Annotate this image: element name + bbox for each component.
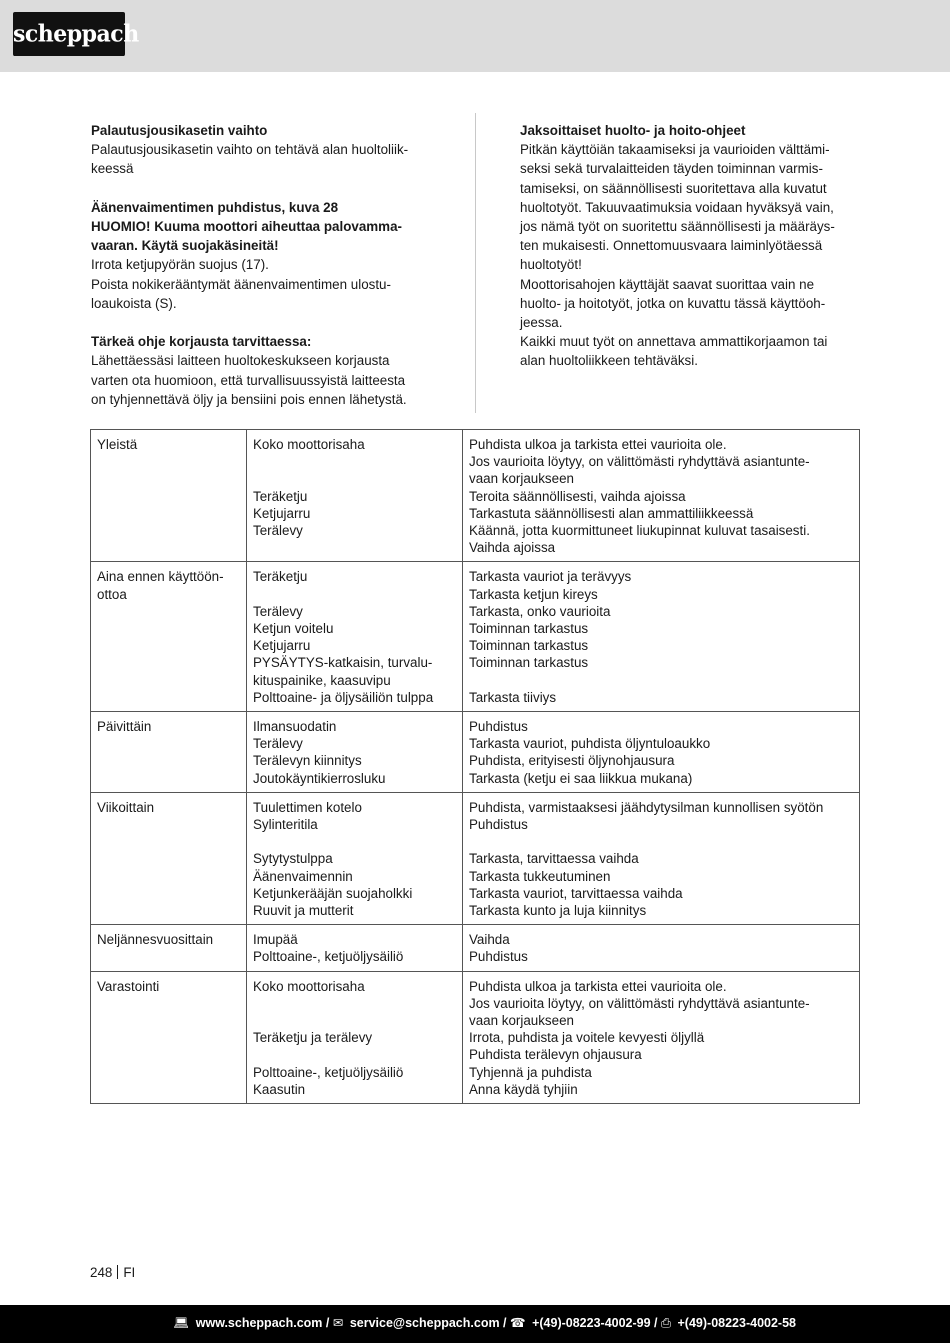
cell-line: Sylinteritila bbox=[253, 817, 318, 833]
cell-line: Ketjunkerääjän suojaholkki bbox=[253, 885, 413, 901]
period-cell bbox=[91, 925, 247, 971]
cell-line: Polttoaine-, ketjuöljysäiliö bbox=[253, 1064, 404, 1080]
cell-line: Toiminnan tarkastus bbox=[469, 638, 589, 654]
item-cell bbox=[247, 430, 463, 562]
footer-bar bbox=[0, 1305, 950, 1343]
cell-line: Tarkasta vauriot ja terävyys bbox=[469, 569, 632, 585]
cell-line: Irrota, puhdista ja voitele kevyesti öljyllä bbox=[469, 1030, 705, 1046]
cell-line: ottoa bbox=[97, 586, 127, 602]
language-code: FI bbox=[123, 1265, 136, 1280]
footer-fax: +(49)-08223-4002-58 bbox=[677, 1316, 796, 1330]
section-body-line: keessä bbox=[91, 161, 134, 177]
action-cell bbox=[463, 562, 860, 712]
cell-line: Ketjujarru bbox=[253, 505, 311, 521]
phone-icon: ☎ bbox=[510, 1316, 526, 1330]
cell-line: Viikoittain bbox=[97, 799, 155, 815]
section-body-line: huoltotyöt! bbox=[520, 257, 582, 273]
cell-line: Tarkasta, tarvittaessa vaihda bbox=[469, 851, 639, 867]
section-body-line: seksi sekä turvalaitteiden täyden toiminnan varmis- bbox=[520, 161, 823, 177]
cell-line: Toiminnan tarkastus bbox=[469, 621, 589, 637]
section-body-line: ten mukaisesti. Onnettomuusvaara laiminlyötäessä bbox=[520, 238, 823, 254]
table-row bbox=[91, 792, 860, 924]
section-title-muffler: Äänenvaimentimen puhdistus, kuva 28 bbox=[91, 199, 339, 215]
cell-line bbox=[253, 1012, 456, 1029]
cell-line: Päivittäin bbox=[97, 719, 152, 735]
item-cell bbox=[247, 562, 463, 712]
cell-line: Kaasutin bbox=[253, 1081, 306, 1097]
table-row bbox=[91, 562, 860, 712]
section-body-line: alan huoltoliikkeen tehtäväksi. bbox=[520, 353, 698, 369]
cell-line: Tarkasta ketjun kireys bbox=[469, 586, 598, 602]
fax-icon: ⎙ bbox=[661, 1316, 672, 1330]
column-divider bbox=[475, 113, 476, 413]
mail-icon: ✉ bbox=[332, 1316, 344, 1330]
section-body-line: huolto- ja hoitotyöt, jotka on kuvattu tässä käyttöoh- bbox=[520, 295, 826, 311]
cell-line: Jos vaurioita löytyy, on välittömästi ryhdyttävä asiantunte- bbox=[469, 995, 810, 1011]
section-body-line: Irrota ketjupyörän suojus (17). bbox=[91, 257, 269, 273]
cell-line: Neljännesvuosittain bbox=[97, 932, 214, 948]
period-cell bbox=[91, 792, 247, 924]
section-body-line: on tyhjennettävä öljy ja bensiini pois ennen lähetystä. bbox=[91, 391, 407, 407]
action-cell bbox=[463, 430, 860, 562]
footer-email-link[interactable]: service@scheppach.com / bbox=[349, 1316, 507, 1330]
cell-line: Teroita säännöllisesti, vaihda ajoissa bbox=[469, 488, 686, 504]
period-cell bbox=[91, 971, 247, 1103]
table-row bbox=[91, 712, 860, 793]
page-number-separator bbox=[117, 1265, 118, 1279]
cell-line: kituspainike, kaasuvipu bbox=[253, 672, 391, 688]
cell-line: Sytytystulppa bbox=[253, 851, 333, 867]
section-body-line: jeessa. bbox=[520, 315, 563, 331]
cell-line: Puhdistus bbox=[469, 817, 528, 833]
cell-line: Puhdista, erityisesti öljynohjausura bbox=[469, 753, 675, 769]
cell-line: Imupää bbox=[253, 932, 298, 948]
section-body-line: tamiseksi, on säännöllisesti suoritettava alla kuvatut bbox=[520, 180, 827, 196]
cell-line: Puhdista ulkoa ja tarkista ettei vaurioita ole. bbox=[469, 978, 727, 994]
section-body-line: varten ota huomioon, että turvallisuussyistä laitteesta bbox=[91, 372, 406, 388]
section-body-line: jos nämä työt on suoritettu säännöllisesti ja määräys- bbox=[520, 219, 835, 235]
cell-line: Puhdista terälevyn ohjausura bbox=[469, 1047, 642, 1063]
footer-website-link[interactable]: www.scheppach.com / bbox=[195, 1316, 330, 1330]
cell-line: Anna käydä tyhjiin bbox=[469, 1081, 578, 1097]
cell-line: Puhdistus bbox=[469, 719, 528, 735]
cell-line: Tarkastuta säännöllisesti alan ammattiliikkeessä bbox=[469, 505, 754, 521]
action-cell bbox=[463, 792, 860, 924]
cell-line: Teräketju bbox=[253, 488, 308, 504]
cell-line bbox=[253, 1046, 456, 1063]
cell-line: Terälevy bbox=[253, 603, 303, 619]
cell-line: Vaihda ajoissa bbox=[469, 540, 556, 556]
cell-line: Vaihda bbox=[469, 932, 510, 948]
footer-phone: +(49)-08223-4002-99 / bbox=[532, 1316, 658, 1330]
section-title-return-spring: Palautusjousikasetin vaihto bbox=[91, 123, 268, 138]
item-cell bbox=[247, 792, 463, 924]
cell-line bbox=[253, 995, 456, 1012]
table-row bbox=[91, 430, 860, 562]
section-body-line: Palautusjousikasetin vaihto on tehtävä alan huoltoliik- bbox=[91, 142, 409, 158]
section-body-line: loaukoista (S). bbox=[91, 295, 177, 311]
cell-line: Tarkasta, onko vaurioita bbox=[469, 603, 611, 619]
cell-line: Toiminnan tarkastus bbox=[469, 655, 589, 671]
cell-line bbox=[253, 470, 456, 487]
cell-line: Ketjujarru bbox=[253, 638, 311, 654]
cell-line: Varastointi bbox=[97, 978, 160, 994]
cell-line: Tuulettimen kotelo bbox=[253, 799, 362, 815]
cell-line: Ilmansuodatin bbox=[253, 719, 337, 735]
cell-line: Koko moottorisaha bbox=[253, 978, 365, 994]
section-body-line: Pitkän käyttöiän takaamiseksi ja vaurioiden välttämi- bbox=[520, 142, 830, 158]
cell-line: Teräketju ja terälevy bbox=[253, 1030, 373, 1046]
action-cell bbox=[463, 925, 860, 971]
cell-line: Terälevyn kiinnitys bbox=[253, 753, 362, 769]
section-body-line: Lähettäessäsi laitteen huoltokeskukseen korjausta bbox=[91, 353, 390, 369]
cell-line: Tyhjennä ja puhdista bbox=[469, 1064, 592, 1080]
section-body-line: Kaikki muut työt on annettava ammattikorjaamon tai bbox=[520, 334, 828, 350]
cell-line: vaan korjaukseen bbox=[469, 1013, 574, 1029]
action-cell bbox=[463, 971, 860, 1103]
cell-line: Puhdista ulkoa ja tarkista ettei vaurioita ole. bbox=[469, 437, 727, 452]
left-column bbox=[91, 121, 430, 409]
cell-line bbox=[253, 586, 456, 603]
cell-line: Äänenvaimennin bbox=[253, 868, 353, 884]
cell-line bbox=[469, 672, 853, 689]
cell-line: Terälevy bbox=[253, 736, 303, 752]
cell-line: Yleistä bbox=[97, 437, 138, 452]
page-number-value: 248 bbox=[90, 1265, 113, 1280]
cell-line: Koko moottorisaha bbox=[253, 437, 365, 452]
page-number bbox=[90, 1265, 135, 1280]
cell-line bbox=[469, 833, 853, 850]
period-cell bbox=[91, 562, 247, 712]
item-cell bbox=[247, 712, 463, 793]
cell-line: vaan korjaukseen bbox=[469, 471, 574, 487]
scheppach-logo: scheppach bbox=[13, 12, 125, 56]
cell-line: Tarkasta kunto ja luja kiinnitys bbox=[469, 903, 647, 919]
warning-line: HUOMIO! Kuuma moottori aiheuttaa palovamma- bbox=[91, 219, 402, 234]
cell-line: PYSÄYTYS-katkaisin, turvalu- bbox=[253, 655, 433, 671]
item-cell bbox=[247, 925, 463, 971]
cell-line: Tarkasta tiiviys bbox=[469, 689, 557, 705]
footer-contacts bbox=[173, 1315, 796, 1331]
table-row bbox=[91, 925, 860, 971]
cell-line: Tarkasta (ketju ei saa liikkua mukana) bbox=[469, 770, 693, 786]
section-title-periodic: Jaksoittaiset huolto- ja hoito-ohjeet bbox=[520, 123, 746, 138]
cell-line: Tarkasta vauriot, tarvittaessa vaihda bbox=[469, 885, 683, 901]
cell-line: Käännä, jotta kuormittuneet liukupinnat kuluvat tasaisesti. bbox=[469, 523, 810, 539]
cell-line: Tarkasta vauriot, puhdista öljyntuloaukko bbox=[469, 736, 711, 752]
cell-line: Polttoaine-, ketjuöljysäiliö bbox=[253, 949, 404, 965]
section-body-line: huoltotyöt. Takuuvaatimuksia voidaan hyväksyä vain, bbox=[520, 199, 834, 215]
cell-line: Teräketju bbox=[253, 569, 308, 585]
period-cell bbox=[91, 712, 247, 793]
warning-line: vaaran. Käytä suojakäsineitä! bbox=[91, 238, 279, 254]
period-cell bbox=[91, 430, 247, 562]
cell-line: Aina ennen käyttöön- bbox=[97, 569, 224, 585]
maintenance-table bbox=[90, 429, 860, 1104]
cell-line bbox=[253, 453, 456, 470]
cell-line: Jos vaurioita löytyy, on välittömästi ryhdyttävä asiantunte- bbox=[469, 454, 810, 470]
cell-line: Terälevy bbox=[253, 522, 303, 538]
cell-line: Ketjun voitelu bbox=[253, 621, 334, 637]
cell-line: Tarkasta tukkeutuminen bbox=[469, 868, 611, 884]
section-body-line: Poista nokikerääntymät äänenvaimentimen ulostu- bbox=[91, 276, 391, 292]
cell-line: Puhdista, varmistaaksesi jäähdytysilman kunnollisen syötön bbox=[469, 799, 824, 815]
table-row bbox=[91, 971, 860, 1103]
item-cell bbox=[247, 971, 463, 1103]
cell-line: Puhdistus bbox=[469, 949, 528, 965]
cell-line bbox=[253, 833, 456, 850]
laptop-icon: 💻︎ bbox=[173, 1316, 190, 1330]
section-title-repair: Tärkeä ohje korjausta tarvittaessa: bbox=[91, 334, 312, 350]
cell-line: Joutokäyntikierrosluku bbox=[253, 770, 386, 786]
action-cell bbox=[463, 712, 860, 793]
section-body-line: Moottorisahojen käyttäjät saavat suorittaa vain ne bbox=[520, 276, 815, 292]
header-band bbox=[0, 0, 950, 72]
cell-line: Ruuvit ja mutterit bbox=[253, 903, 354, 919]
right-column bbox=[520, 121, 859, 371]
cell-line: Polttoaine- ja öljysäiliön tulppa bbox=[253, 689, 434, 705]
